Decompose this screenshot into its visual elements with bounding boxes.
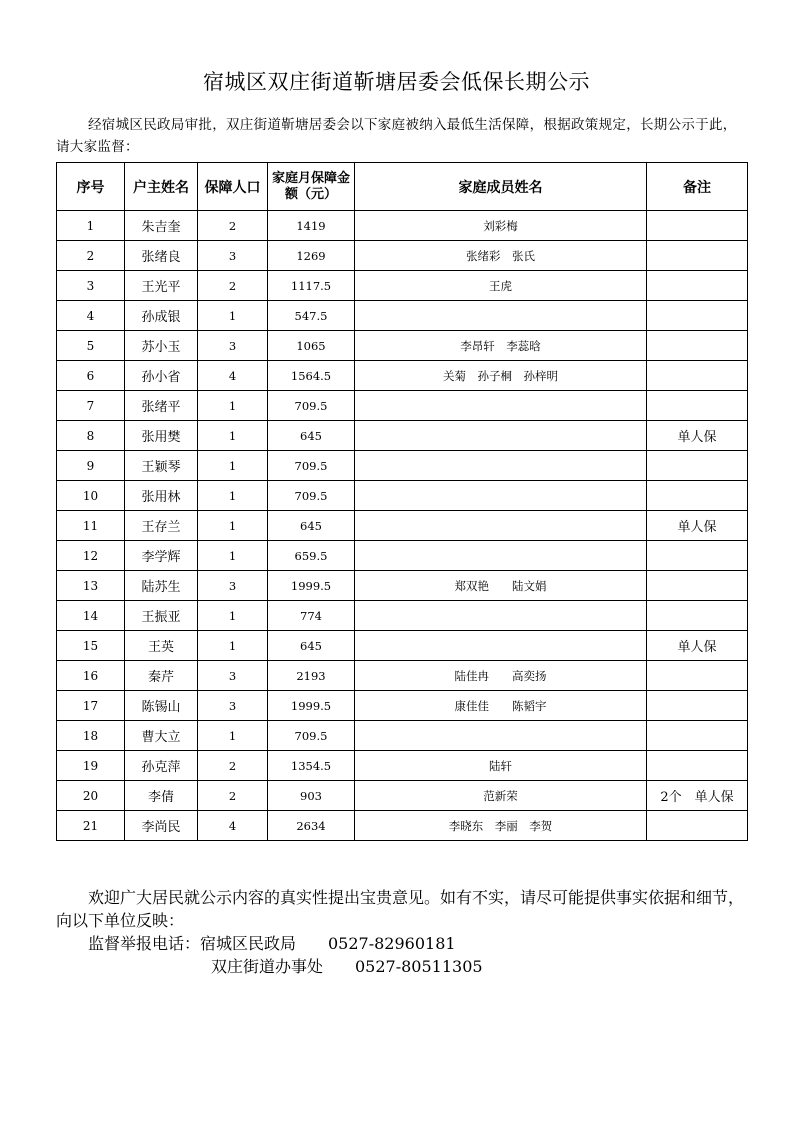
cell-members [355,421,647,451]
cell-seq: 11 [57,511,125,541]
cell-persons: 1 [198,301,268,331]
footer-paragraph: 欢迎广大居民就公示内容的真实性提出宝贵意见。如有不实，请尽可能提供事实依据和细节，向以下单位反映： [56,888,745,930]
cell-members: 李晓东 李丽 李贺 [355,811,647,841]
page-title: 宿城区双庄街道靳塘居委会低保长期公示 [203,70,590,94]
cell-persons: 1 [198,721,268,751]
cell-note [647,661,748,691]
cell-head-name: 王存兰 [125,511,198,541]
table-row [57,451,748,481]
table-row [57,601,748,631]
cell-head-name: 张用樊 [125,421,198,451]
table-row [57,271,748,301]
cell-amount: 903 [268,781,355,811]
table-row [57,811,748,841]
footer-contact-line-1: 监督举报电话：宿城区民政局 0527-82960181 [88,934,456,953]
cell-seq: 17 [57,691,125,721]
cell-members: 康佳佳 陈韬宇 [355,691,647,721]
cell-head-name: 曹大立 [125,721,198,751]
footer [56,886,746,978]
cell-members: 郑双艳 陆文娟 [355,571,647,601]
cell-members [355,721,647,751]
cell-amount: 1065 [268,331,355,361]
cell-amount: 709.5 [268,391,355,421]
cell-amount: 709.5 [268,481,355,511]
table-row [57,211,748,241]
cell-amount: 2634 [268,811,355,841]
cell-note [647,211,748,241]
cell-head-name: 李尚民 [125,811,198,841]
cell-seq: 18 [57,721,125,751]
cell-persons: 2 [198,271,268,301]
cell-seq: 21 [57,811,125,841]
cell-head-name: 孙克萍 [125,751,198,781]
intro-paragraph: 经宿城区民政局审批，双庄街道靳塘居委会以下家庭被纳入最低生活保障，根据政策规定，长期公示于此，请大家监督： [56,117,737,155]
cell-amount: 645 [268,631,355,661]
table-row [57,661,748,691]
cell-seq: 6 [57,361,125,391]
cell-seq: 3 [57,271,125,301]
cell-amount: 1999.5 [268,571,355,601]
cell-amount: 659.5 [268,541,355,571]
table-row [57,751,748,781]
cell-note [647,361,748,391]
cell-head-name: 张用林 [125,481,198,511]
cell-head-name: 王振亚 [125,601,198,631]
cell-amount: 1269 [268,241,355,271]
header-head-name: 户主姓名 [125,163,198,211]
table-row [57,631,748,661]
cell-amount: 1419 [268,211,355,241]
cell-head-name: 王光平 [125,271,198,301]
table-body [57,211,748,841]
cell-members [355,481,647,511]
table-row [57,541,748,571]
cell-note [647,811,748,841]
cell-note [647,271,748,301]
cell-seq: 20 [57,781,125,811]
cell-amount: 2193 [268,661,355,691]
cell-head-name: 朱吉奎 [125,211,198,241]
table-row [57,691,748,721]
cell-note [647,301,748,331]
table-row [57,511,748,541]
cell-seq: 14 [57,601,125,631]
cell-persons: 1 [198,451,268,481]
cell-note [647,691,748,721]
cell-members [355,631,647,661]
cell-members: 陆轩 [355,751,647,781]
cell-seq: 8 [57,421,125,451]
cell-members [355,601,647,631]
table-row [57,721,748,751]
footer-contact-line-2: 双庄街道办事处 0527-80511305 [211,957,483,976]
cell-members: 刘彩梅 [355,211,647,241]
cell-members [355,451,647,481]
cell-note: 单人保 [647,421,748,451]
cell-note [647,571,748,601]
cell-persons: 4 [198,361,268,391]
table-row [57,361,748,391]
cell-seq: 12 [57,541,125,571]
cell-members [355,391,647,421]
cell-amount: 645 [268,421,355,451]
cell-members [355,511,647,541]
cell-persons: 1 [198,511,268,541]
cell-amount: 709.5 [268,721,355,751]
cell-members: 陆佳冉 高奕扬 [355,661,647,691]
cell-head-name: 张绪平 [125,391,198,421]
cell-head-name: 秦芹 [125,661,198,691]
cell-seq: 9 [57,451,125,481]
cell-head-name: 孙成银 [125,301,198,331]
cell-note: 2个 单人保 [647,781,748,811]
header-persons: 保障人口 [198,163,268,211]
table-row [57,301,748,331]
cell-persons: 1 [198,631,268,661]
cell-members: 范新荣 [355,781,647,811]
header-members: 家庭成员姓名 [355,163,647,211]
header-seq: 序号 [57,163,125,211]
cell-persons: 3 [198,571,268,601]
table-row [57,571,748,601]
cell-persons: 1 [198,421,268,451]
cell-amount: 1354.5 [268,751,355,781]
table-header-row [57,163,748,211]
cell-amount: 1564.5 [268,361,355,391]
table-row [57,781,748,811]
cell-persons: 1 [198,541,268,571]
cell-persons: 1 [198,481,268,511]
cell-note [647,601,748,631]
cell-persons: 1 [198,391,268,421]
cell-head-name: 王英 [125,631,198,661]
table-row [57,481,748,511]
table-row [57,421,748,451]
cell-head-name: 张绪良 [125,241,198,271]
cell-persons: 3 [198,331,268,361]
cell-note [647,331,748,361]
cell-note [647,481,748,511]
cell-persons: 2 [198,211,268,241]
cell-seq: 16 [57,661,125,691]
cell-persons: 4 [198,811,268,841]
cell-seq: 15 [57,631,125,661]
cell-head-name: 陆苏生 [125,571,198,601]
cell-head-name: 孙小省 [125,361,198,391]
cell-seq: 1 [57,211,125,241]
cell-head-name: 苏小玉 [125,331,198,361]
cell-head-name: 李学辉 [125,541,198,571]
cell-members: 张绪彩 张氏 [355,241,647,271]
table-row [57,391,748,421]
cell-head-name: 陈锡山 [125,691,198,721]
cell-amount: 709.5 [268,451,355,481]
cell-amount: 547.5 [268,301,355,331]
cell-members: 李昂轩 李蕊晗 [355,331,647,361]
cell-note [647,451,748,481]
cell-seq: 10 [57,481,125,511]
cell-note [647,721,748,751]
cell-persons: 1 [198,601,268,631]
cell-seq: 5 [57,331,125,361]
subsidy-table [56,162,748,841]
cell-amount: 645 [268,511,355,541]
cell-seq: 19 [57,751,125,781]
cell-note [647,391,748,421]
cell-persons: 3 [198,661,268,691]
cell-note [647,751,748,781]
cell-seq: 2 [57,241,125,271]
table-row [57,241,748,271]
cell-seq: 7 [57,391,125,421]
cell-note: 单人保 [647,511,748,541]
cell-persons: 2 [198,781,268,811]
cell-head-name: 王颖琴 [125,451,198,481]
cell-members: 关菊 孙子桐 孙梓明 [355,361,647,391]
cell-persons: 3 [198,241,268,271]
cell-amount: 1999.5 [268,691,355,721]
cell-members [355,301,647,331]
header-amount: 家庭月保障金额（元） [268,163,355,211]
cell-amount: 774 [268,601,355,631]
cell-members: 王虎 [355,271,647,301]
cell-note [647,241,748,271]
cell-note [647,541,748,571]
cell-note: 单人保 [647,631,748,661]
header-note: 备注 [647,163,748,211]
cell-seq: 13 [57,571,125,601]
cell-persons: 2 [198,751,268,781]
cell-head-name: 李倩 [125,781,198,811]
cell-persons: 3 [198,691,268,721]
cell-amount: 1117.5 [268,271,355,301]
cell-seq: 4 [57,301,125,331]
cell-members [355,541,647,571]
table-row [57,331,748,361]
